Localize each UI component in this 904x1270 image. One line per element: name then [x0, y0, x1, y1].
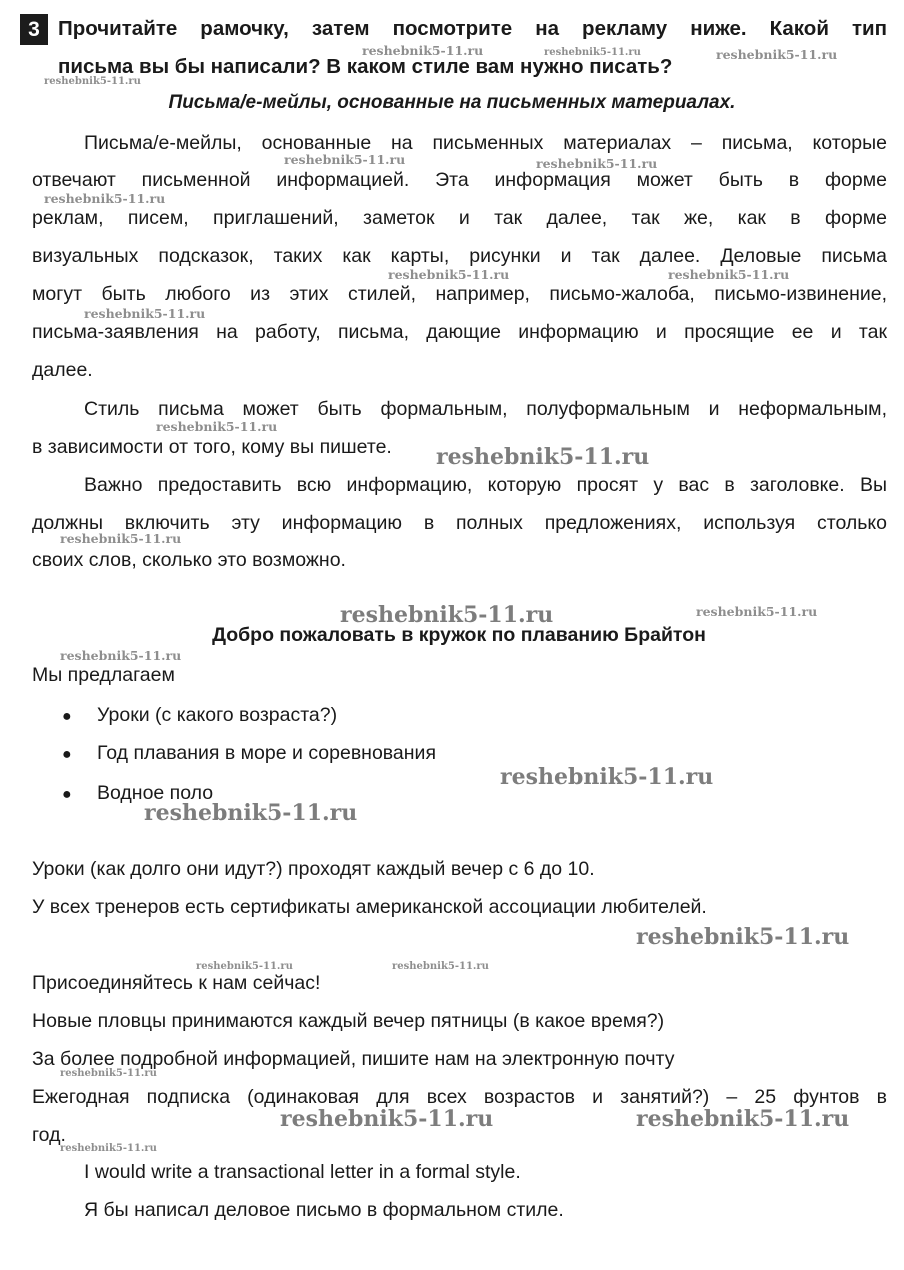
watermark: reshebnik5-11.ru [544, 47, 641, 58]
box-para1-line: могут быть любого из этих стилей, например, письмо-жалоба, письмо-извинение, [32, 283, 887, 305]
watermark: reshebnik5-11.ru [60, 531, 182, 546]
watermark: reshebnik5-11.ru [84, 306, 206, 321]
watermark: reshebnik5-11.ru [196, 961, 293, 972]
task-instruction-line-2: письма вы бы написали? В каком стиле вам нужно писать? [58, 55, 673, 78]
watermark: reshebnik5-11.ru [44, 191, 166, 206]
watermark: reshebnik5-11.ru [668, 267, 790, 282]
watermark: reshebnik5-11.ru [60, 1143, 157, 1154]
box-para1-line: визуальных подсказок, таких как карты, рисунки и так далее. Деловые письма [32, 245, 887, 267]
watermark: reshebnik5-11.ru [340, 602, 554, 628]
box-para3-line: должны включить эту информацию в полных предложениях, используя столько [32, 512, 887, 534]
ad-line: Новые пловцы принимаются каждый вечер пятницы (в какое время?) [32, 1010, 665, 1032]
watermark: reshebnik5-11.ru [536, 156, 658, 171]
box-para3-line: Важно предоставить всю информацию, которую просят у вас в заголовке. Вы [84, 474, 887, 496]
watermark: reshebnik5-11.ru [392, 961, 489, 972]
ad-line: Присоединяйтесь к нам сейчас! [32, 972, 321, 994]
task-instruction-line-1: Прочитайте рамочку, затем посмотрите на рекламу ниже. Какой тип [58, 17, 887, 40]
watermark: reshebnik5-11.ru [280, 1106, 494, 1132]
ad-bullet-item: Уроки (с какого возраста?) [97, 704, 338, 726]
watermark: reshebnik5-11.ru [388, 267, 510, 282]
watermark: reshebnik5-11.ru [284, 152, 406, 167]
bullet-dot-icon: ● [62, 746, 72, 763]
watermark: reshebnik5-11.ru [144, 800, 358, 826]
watermark: reshebnik5-11.ru [156, 419, 278, 434]
watermark: reshebnik5-11.ru [44, 76, 141, 87]
box-para1-line: далее. [32, 359, 93, 381]
ad-line: год. [32, 1124, 66, 1146]
ad-bullet-item: Год плавания в море и соревнования [97, 742, 437, 764]
box-para1-line: Письма/е-мейлы, основанные на письменных материалах – письма, которые [84, 132, 887, 154]
task-number-badge: 3 [20, 14, 48, 45]
ad-line: Ежегодная подписка (одинаковая для всех возрастов и занятий?) – 25 фунтов в [32, 1086, 887, 1108]
ad-line: За более подробной информацией, пишите нам на электронную почту [32, 1048, 675, 1070]
box-para1-line: реклам, писем, приглашений, заметок и так далее, так же, как в форме [32, 207, 887, 229]
ad-intro: Мы предлагаем [32, 664, 175, 686]
watermark: reshebnik5-11.ru [436, 444, 650, 470]
answer-english: I would write a transactional letter in a formal style. [84, 1161, 521, 1183]
box-para2-line: Стиль письма может быть формальным, полуформальным и неформальным, [84, 398, 887, 420]
box-title: Письма/е-мейлы, основанные на письменных материалах. [168, 92, 736, 113]
watermark: reshebnik5-11.ru [500, 764, 714, 790]
box-para3-line: своих слов, сколько это возможно. [32, 549, 346, 571]
box-para1-line: отвечают письменной информацией. Эта информация может быть в форме [32, 169, 887, 191]
watermark: reshebnik5-11.ru [636, 1106, 850, 1132]
watermark: reshebnik5-11.ru [60, 1068, 157, 1079]
ad-title: Добро пожаловать в кружок по плаванию Брайтон [212, 624, 706, 646]
watermark: reshebnik5-11.ru [716, 47, 838, 62]
ad-line: Уроки (как долго они идут?) проходят каждый вечер с 6 до 10. [32, 858, 595, 880]
watermark: reshebnik5-11.ru [60, 648, 182, 663]
bullet-dot-icon: ● [62, 708, 72, 725]
box-para1-line: письма-заявления на работу, письма, дающие информацию и просящие ее и так [32, 321, 887, 343]
watermark: reshebnik5-11.ru [636, 924, 850, 950]
watermark: reshebnik5-11.ru [696, 604, 818, 619]
watermark: reshebnik5-11.ru [362, 43, 484, 58]
ad-bullet-item: Водное поло [97, 782, 214, 804]
answer-russian: Я бы написал деловое письмо в формальном стиле. [84, 1199, 564, 1221]
bullet-dot-icon: ● [62, 786, 72, 803]
box-para2-line: в зависимости от того, кому вы пишете. [32, 436, 392, 458]
ad-line: У всех тренеров есть сертификаты американской ассоциации любителей. [32, 896, 707, 918]
